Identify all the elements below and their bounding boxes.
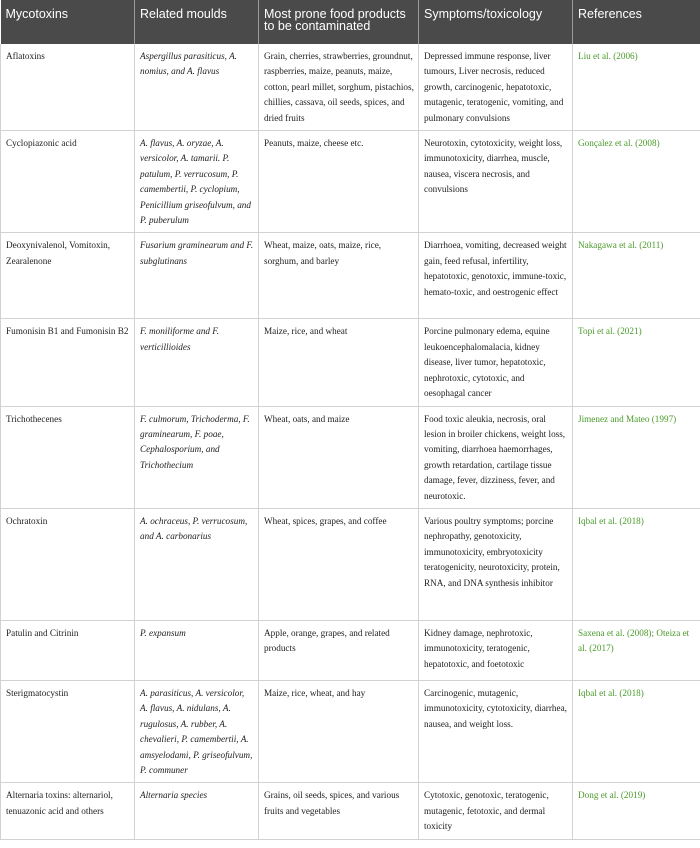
reference-link[interactable]: Saxena et al. (2008); [578,627,655,638]
table-header [1,0,700,44]
reference-link[interactable]: Nakagawa et al. (2011) [578,240,664,251]
header-food-products: Most prone food products to be contaminated [259,0,419,44]
reference-link[interactable]: Dong et al. (2019) [578,790,646,801]
cell-food-products: Wheat, maize, oats, maize, rice, sorghum, and barley [259,233,419,319]
table-row [1,406,700,508]
cell-mycotoxin: Patulin and Citrinin [1,620,135,680]
cell-references [573,44,700,131]
table-row [1,131,700,233]
cell-food-products: Maize, rice, wheat, and hay [259,680,419,782]
cell-food-products: Peanuts, maize, cheese etc. [259,131,419,233]
cell-mycotoxin: Deoxynivalenol, Vomitoxin, Zearalenone [1,233,135,319]
cell-related-moulds: P. expansum [135,620,259,680]
cell-references [573,508,700,620]
cell-references [573,319,700,406]
reference-link[interactable]: Iqbal et al. (2018) [578,687,644,698]
header-references: References [573,0,700,44]
cell-related-moulds: Aspergillus parasiticus, A. nomius, and A. flavus [135,44,259,131]
cell-mycotoxin: Cyclopiazonic acid [1,131,135,233]
cell-references [573,233,700,319]
cell-mycotoxin: Sterigmatocystin [1,680,135,782]
cell-related-moulds: Alternaria species [135,783,259,839]
cell-mycotoxin: Alternaria toxins: alternariol, tenuazonic acid and others [1,783,135,839]
cell-related-moulds: A. flavus, A. oryzae, A. versicolor, A. tamarii. P. patulum, P. verrucosum, P. camembertii, P. cyclopium, Penicillium griseofulvum, and P. puberulum [135,131,259,233]
reference-link[interactable]: Jimenez and Mateo (1997) [578,413,677,424]
table-row [1,319,700,406]
cell-references [573,680,700,782]
header-symptoms: Symptoms/toxicology [419,0,573,44]
reference-link[interactable]: Iqbal et al. (2018) [578,515,644,526]
cell-food-products: Wheat, spices, grapes, and coffee [259,508,419,620]
table-body [1,44,700,839]
reference-link[interactable]: Liu et al. (2006) [578,51,638,61]
cell-references [573,131,700,233]
header-mycotoxins: Mycotoxins [1,0,135,44]
cell-related-moulds: A. parasiticus, A. versicolor, A. flavus, A. nidulans, A. rugulosus, A. rubber, A. chevalieri, P. camembertii, A. amsyelodami, P. griseofulvum, P. communer [135,680,259,782]
table-row [1,44,700,131]
cell-food-products: Apple, orange, grapes, and related products [259,620,419,680]
cell-symptoms: Porcine pulmonary edema, equine leukoencephalomalacia, kidney disease, liver tumor, hepatotoxic, nephrotoxic, cytotoxic, and oesophagal cancer [419,319,573,406]
reference-link[interactable]: Oteiza et al. (2017) [578,627,690,654]
cell-related-moulds: F. moniliforme and F. verticillioides [135,319,259,406]
cell-symptoms: Food toxic aleukia, necrosis, oral lesion in broiler chickens, weight loss, vomiting, diarrhoea haemorrhages, growth retardation, cartilage tissue damage, fever, dizziness, fever, and neurotoxic. [419,406,573,508]
cell-food-products: Wheat, oats, and maize [259,406,419,508]
table-row [1,508,700,620]
cell-symptoms: Kidney damage, nephrotoxic, immunotoxicity, teratogenic, hepatotoxic, and foetotoxic [419,620,573,680]
cell-mycotoxin: Trichothecenes [1,406,135,508]
cell-symptoms: Cytotoxic, genotoxic, teratogenic, mutagenic, fetotoxic, and dermal toxicity [419,783,573,839]
cell-symptoms: Neurotoxin, cytotoxicity, weight loss, immunotoxicity, diarrhea, muscle, nausea, viscera necrosis, and convulsions [419,131,573,233]
cell-symptoms: Diarrhoea, vomiting, decreased weight gain, feed refusal, infertility, hepatotoxic, genotoxic, immune-toxic, hemato-toxic, and oestrogenic effect [419,233,573,319]
table-row [1,680,700,782]
cell-related-moulds: A. ochraceus, P. verrucosum, and A. carbonarius [135,508,259,620]
cell-symptoms: Various poultry symptoms; porcine nephropathy, genotoxicity, immunotoxicity, embryotoxicity teratogenicity, neurotoxicity, protein, RNA, and DNA synthesis inhibitor [419,508,573,620]
cell-references [573,406,700,508]
cell-symptoms: Carcinogenic, mutagenic, immunotoxicity, cytotoxicity, diarrhea, nausea, and weight loss. [419,680,573,782]
cell-food-products: Grains, oil seeds, spices, and various fruits and vegetables [259,783,419,839]
header-related-moulds: Related moulds [135,0,259,44]
cell-food-products: Maize, rice, and wheat [259,319,419,406]
cell-related-moulds: Fusarium graminearum and F. subglutinans [135,233,259,319]
reference-link[interactable]: Topi et al. (2021) [578,326,642,337]
cell-mycotoxin: Aflatoxins [1,44,135,131]
table-row [1,620,700,680]
cell-related-moulds: F. culmorum, Trichoderma, F. graminearum, F. poae, Cephalosporium, and Trichothecium [135,406,259,508]
cell-symptoms: Depressed immune response, liver tumours, Liver necrosis, reduced growth, carcinogenic, hepatotoxic, mutagenic, teratogenic, vomiting, and pulmonary convulsions [419,44,573,131]
cell-references [573,783,700,839]
reference-link[interactable]: Gonçalez et al. (2008) [578,138,660,149]
table-row [1,783,700,839]
cell-references [573,620,700,680]
table-row [1,233,700,319]
cell-food-products: Grain, cherries, strawberries, groundnut, raspberries, maize, peanuts, maize, cotton, pearl millet, sorghum, pistachios, chillies, cassava, oil seeds, spices, and dried fruits [259,44,419,131]
cell-mycotoxin: Ochratoxin [1,508,135,620]
header-row [1,0,700,44]
cell-mycotoxin: Fumonisin B1 and Fumonisin B2 [1,319,135,406]
